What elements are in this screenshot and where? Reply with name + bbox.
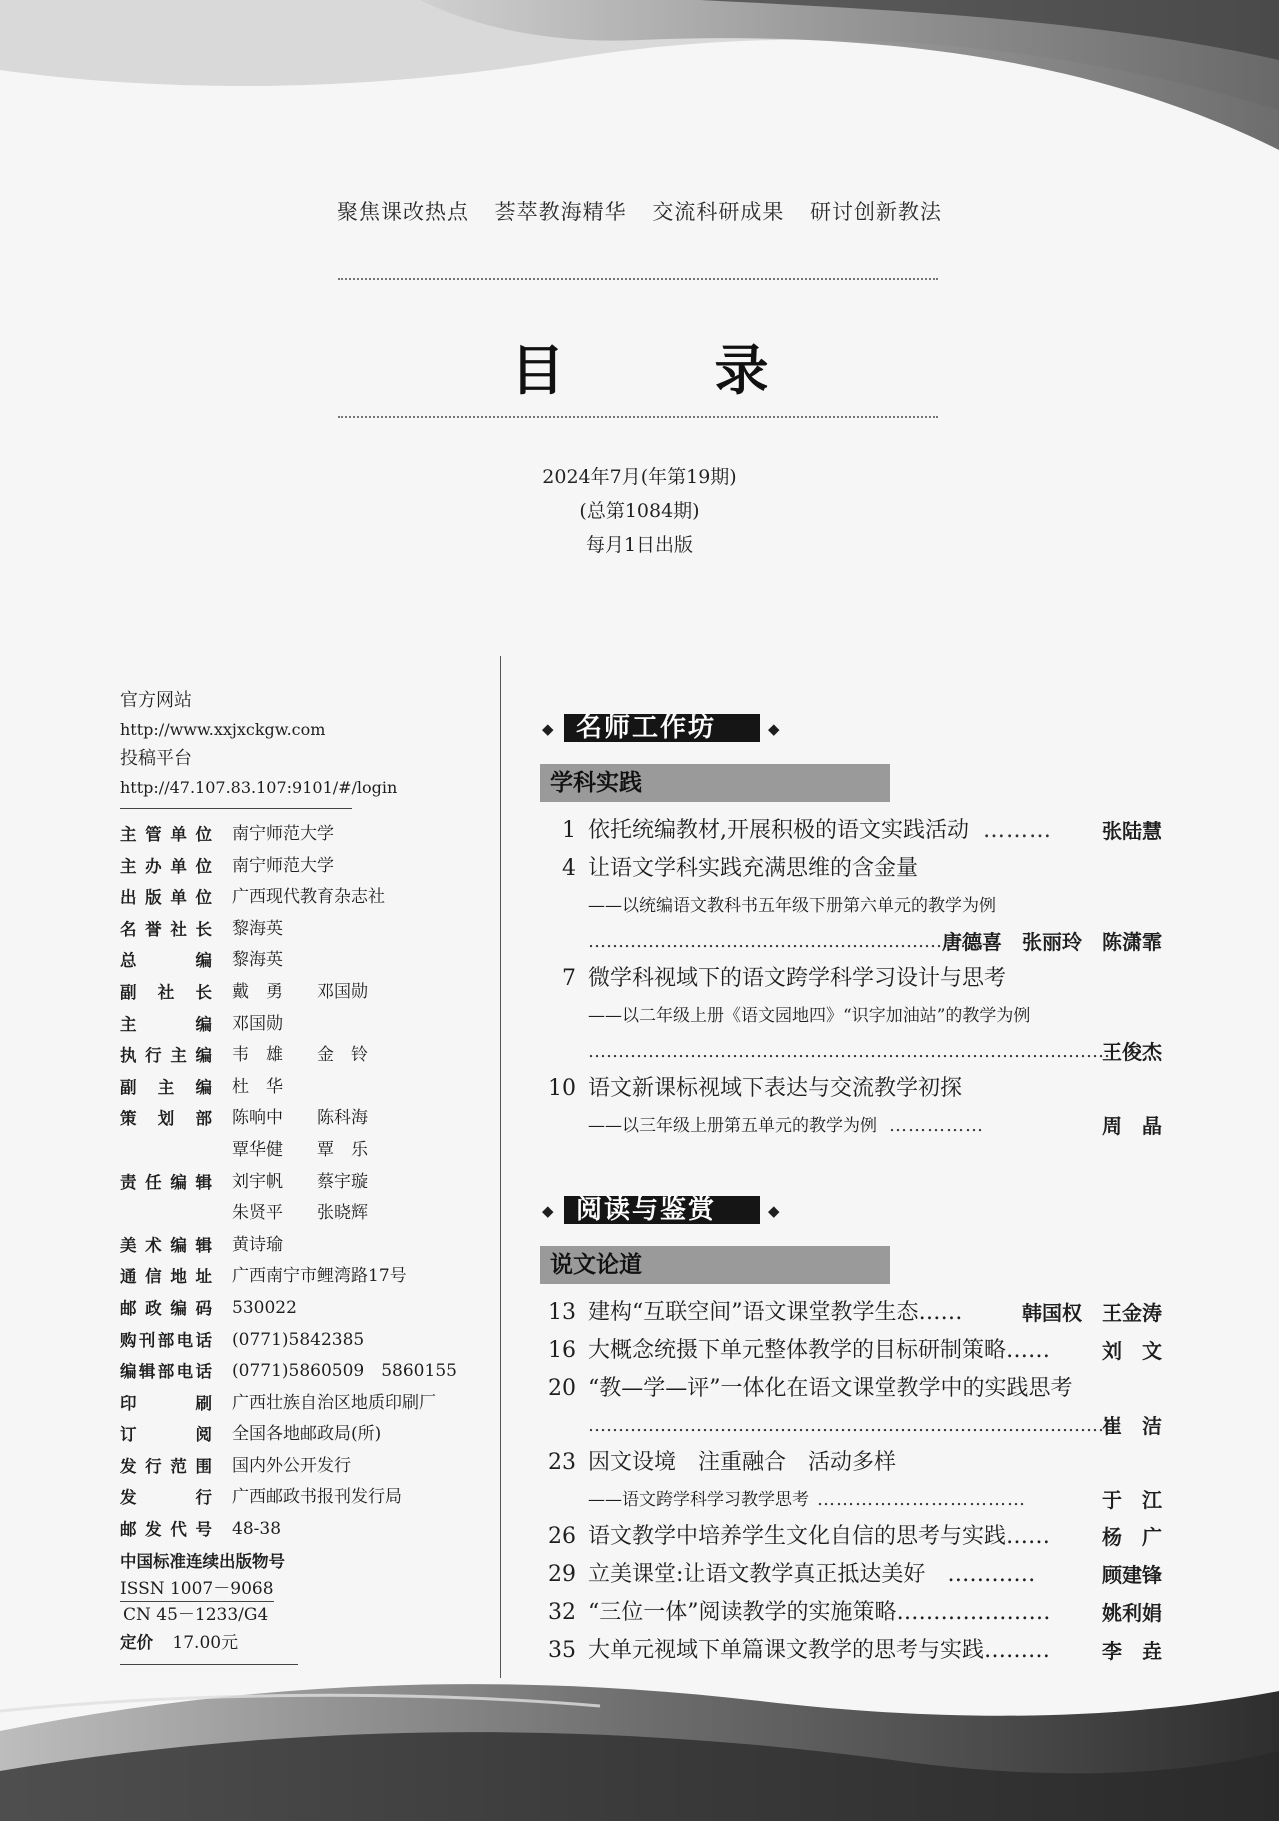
- staff-row: [120, 1040, 460, 1072]
- staff-row: [120, 1009, 460, 1041]
- article-title: 让语文学科实践充满思维的含金量: [588, 856, 919, 881]
- staff-row: [120, 1198, 460, 1230]
- submission-url[interactable]: http://47.107.83.107:9101/#/login: [120, 778, 398, 797]
- page-number: 20: [548, 1376, 576, 1401]
- price: [120, 1628, 460, 1658]
- staff-label: 主编: [120, 1014, 212, 1034]
- slogan-3: 交流科研成果: [652, 200, 785, 224]
- article-author: 唐德喜 张丽玲 陈潇霏: [942, 930, 1162, 954]
- staff-value: 48-38: [232, 1519, 282, 1540]
- staff-value: 530022: [232, 1297, 297, 1318]
- divider-bottom: [338, 416, 938, 418]
- article-author: 顾建锋: [1102, 1563, 1162, 1587]
- article-subtitle: ——以三年级上册第五单元的教学为例 ……………: [588, 1115, 984, 1136]
- leader-dots: ……………………………………………………………………………: [588, 1041, 1110, 1062]
- staff-label: 名誉社长: [120, 919, 212, 939]
- staff-value: 戴 勇 邓国勋: [232, 981, 368, 1002]
- page-number: 4: [562, 856, 576, 881]
- masthead: [120, 686, 460, 1665]
- diamond-icon: ◆: [768, 1202, 780, 1220]
- staff-value: 广西邮政书报刊发行局: [232, 1487, 402, 1508]
- staff-value: 南宁师范大学: [232, 855, 334, 876]
- price-value: 17.00元: [172, 1632, 239, 1653]
- staff-value: 国内外公开发行: [232, 1455, 351, 1476]
- toc-entry[interactable]: [540, 1518, 1162, 1556]
- article-author: 杨 广: [1102, 1525, 1162, 1549]
- article-title: 大概念统摄下单元整体教学的目标研制策略……: [588, 1338, 1051, 1363]
- article-author: 刘 文: [1102, 1339, 1162, 1363]
- staff-row: [120, 1356, 460, 1388]
- column-divider: [500, 656, 501, 1678]
- staff-row: [120, 1261, 460, 1293]
- staff-label: [120, 1135, 212, 1167]
- masthead-end-line: [120, 1664, 298, 1665]
- staff-value: 黎海英: [232, 918, 283, 939]
- article-author: 姚利娟: [1102, 1601, 1162, 1625]
- diamond-icon: ◆: [542, 1202, 554, 1220]
- article-subtitle-row: [540, 1482, 1162, 1518]
- staff-row: [120, 1482, 460, 1514]
- article-author: 周 晶: [1102, 1114, 1162, 1138]
- staff-row: [120, 914, 460, 946]
- toc-entry[interactable]: [540, 850, 1162, 888]
- page-number: 7: [562, 966, 576, 991]
- staff-label: 策划部: [120, 1109, 212, 1129]
- page-number: 1: [562, 818, 576, 843]
- website-url[interactable]: http://www.xxjxckgw.com: [120, 720, 326, 739]
- page-number: 10: [548, 1076, 576, 1101]
- slogan-2: 荟萃教海精华: [494, 200, 627, 224]
- staff-row: [120, 1388, 460, 1420]
- staff-row: [120, 945, 460, 977]
- issue-date: 2024年7月(年第19期): [542, 466, 737, 488]
- staff-value: 陈响中 陈科海: [232, 1108, 368, 1129]
- divider-top: [338, 278, 938, 280]
- publish-frequency: 每月1日出版: [585, 534, 694, 556]
- article-author: 王俊杰: [1102, 1040, 1162, 1064]
- staff-label: 总编: [120, 951, 212, 971]
- staff-label: 购刊部电话: [120, 1330, 212, 1350]
- article-title: 语文教学中培养学生文化自信的思考与实践……: [588, 1524, 1051, 1549]
- section-title: 阅读与鉴赏: [564, 1196, 760, 1224]
- article-subtitle: ——以二年级上册《语文园地四》“识字加油站”的教学为例: [588, 1006, 1031, 1026]
- staff-value: 全国各地邮政局(所): [232, 1424, 382, 1445]
- author-row: [540, 1034, 1162, 1070]
- article-subtitle-row: [540, 1108, 1162, 1144]
- website-label: 官方网站: [120, 690, 192, 711]
- section-header: [540, 1192, 1162, 1232]
- page-number: 32: [548, 1600, 576, 1625]
- price-label: 定价: [120, 1632, 153, 1652]
- staff-label: 主管单位: [120, 825, 212, 844]
- article-title: 微学科视域下的语文跨学科学习设计与思考: [588, 966, 1007, 991]
- article-title: 依托统编教材,开展积极的语文实践活动 ………: [588, 818, 1052, 843]
- staff-row: [120, 1167, 460, 1199]
- staff-row: [120, 1325, 460, 1357]
- diamond-icon: ◆: [768, 720, 780, 738]
- staff-label: 邮发代号: [120, 1520, 212, 1540]
- article-title: 语文新课标视域下表达与交流教学初探: [588, 1076, 963, 1101]
- masthead-divider: [120, 808, 352, 809]
- page-number: 13: [548, 1300, 576, 1325]
- staff-value: 广西现代教育杂志社: [232, 887, 385, 908]
- author-row: [540, 924, 1162, 960]
- toc-entry[interactable]: [540, 812, 1162, 850]
- toc-entry[interactable]: [540, 1444, 1162, 1482]
- decorative-top-wave: [0, 0, 1279, 170]
- issue-total: (总第1084期): [579, 500, 700, 522]
- page-number: 23: [548, 1450, 576, 1475]
- staff-row: [120, 1419, 460, 1451]
- staff-row: [120, 1135, 460, 1167]
- staff-row: [120, 1293, 460, 1325]
- article-title: 立美课堂:让语文教学真正抵达美好 …………: [588, 1562, 1036, 1587]
- staff-row: [120, 1103, 460, 1135]
- staff-value: 广西南宁市鲤湾路17号: [232, 1266, 407, 1287]
- page-number: 16: [548, 1338, 576, 1363]
- toc-entry[interactable]: [540, 1070, 1162, 1108]
- staff-value: 南宁师范大学: [232, 824, 334, 844]
- staff-value: 韦 雄 金 铃: [232, 1045, 368, 1066]
- toc-entry[interactable]: [540, 1332, 1162, 1370]
- article-author: 张陆慧: [1102, 819, 1162, 843]
- article-subtitle-row: [540, 888, 1162, 924]
- staff-label: 编辑部电话: [120, 1362, 212, 1382]
- article-author: 韩国权 王金涛: [1022, 1301, 1162, 1325]
- staff-label: 美术编辑: [120, 1235, 212, 1255]
- staff-value: 杜 华: [232, 1076, 283, 1097]
- page-number: 35: [548, 1638, 576, 1663]
- page-title: 目 录: [510, 339, 817, 402]
- submission-label: 投稿平台: [120, 748, 192, 769]
- issn: ISSN 1007－9068: [120, 1577, 274, 1602]
- diamond-icon: ◆: [542, 720, 554, 738]
- staff-label: 发行: [120, 1488, 212, 1508]
- staff-value: 黄诗瑜: [232, 1234, 283, 1255]
- staff-label: 副主编: [120, 1077, 212, 1097]
- staff-row: [120, 882, 460, 914]
- staff-label: 主办单位: [120, 856, 212, 876]
- article-title: “三位一体”阅读教学的实施策略…………………: [588, 1600, 1051, 1625]
- leader-dots: …………………………………………………………: [588, 931, 984, 952]
- staff-label: 出版单位: [120, 888, 212, 908]
- article-subtitle-row: [540, 998, 1162, 1034]
- toc-entry[interactable]: [540, 1556, 1162, 1594]
- article-title: 大单元视域下单篇课文教学的思考与实践………: [588, 1638, 1051, 1663]
- staff-label: 邮政编码: [120, 1298, 212, 1318]
- section-yuedu: [540, 1192, 1162, 1670]
- author-row: [540, 1408, 1162, 1444]
- section-title: 名师工作坊: [564, 714, 760, 742]
- article-title: 建构“互联空间”语文课堂教学生态……: [588, 1300, 963, 1325]
- article-author: 于 江: [1102, 1488, 1162, 1512]
- toc-entry[interactable]: [540, 1594, 1162, 1632]
- article-subtitle: ——语文跨学科学习教学思考 ……………………………: [588, 1489, 1026, 1510]
- staff-row: [120, 1072, 460, 1104]
- section-header: [540, 710, 1162, 750]
- staff-value: 朱贤平 张晓辉: [232, 1203, 368, 1224]
- staff-value: 邓国勋: [232, 1013, 283, 1034]
- cn-number: CN 45－1233/G4: [123, 1604, 269, 1625]
- staff-label: 订阅: [120, 1425, 212, 1445]
- slogan-4: 研讨创新教法: [810, 200, 943, 224]
- toc-entry[interactable]: [540, 960, 1162, 998]
- std-number-label: 中国标准连续出版物号: [120, 1551, 285, 1571]
- slogan-1: 聚焦课改热点: [336, 200, 469, 224]
- staff-label: 通信地址: [120, 1267, 212, 1287]
- staff-value: 覃华健 覃 乐: [232, 1139, 368, 1160]
- slogan-line: [0, 196, 1279, 226]
- staff-label: 发行范围: [120, 1456, 212, 1476]
- page-number: 29: [548, 1562, 576, 1587]
- staff-row: [120, 819, 460, 851]
- staff-row: [120, 977, 460, 1009]
- staff-label: 印刷: [120, 1393, 212, 1413]
- staff-label: 副社长: [120, 982, 212, 1002]
- subsection-title: 说文论道: [540, 1246, 890, 1284]
- decorative-bottom-wave: [0, 1651, 1279, 1821]
- staff-label: 执行主编: [120, 1046, 212, 1066]
- staff-list: [120, 819, 460, 1546]
- article-title: “教—学—评”一体化在语文课堂教学中的实践思考: [588, 1376, 1073, 1401]
- toc-entry[interactable]: [540, 1370, 1162, 1408]
- section-mingshi: [540, 710, 1162, 1144]
- staff-row: [120, 1514, 460, 1546]
- staff-value: 黎海英: [232, 950, 283, 971]
- article-subtitle: ——以统编语文教科书五年级下册第六单元的教学为例: [588, 896, 996, 916]
- toc-entry[interactable]: [540, 1632, 1162, 1670]
- staff-value: 刘宇帆 蔡宇璇: [232, 1171, 368, 1192]
- toc-entry[interactable]: [540, 1294, 1162, 1332]
- page-number: 26: [548, 1524, 576, 1549]
- subsection-title: 学科实践: [540, 764, 890, 802]
- staff-row: [120, 1451, 460, 1483]
- staff-label: 责任编辑: [120, 1172, 212, 1192]
- article-title: 因文设境 注重融合 活动多样: [588, 1450, 897, 1475]
- staff-value: (0771)5842385: [232, 1329, 365, 1350]
- article-author: 崔 洁: [1102, 1414, 1162, 1438]
- staff-label: [120, 1198, 212, 1230]
- leader-dots: ……………………………………………………………………………: [588, 1415, 1110, 1436]
- article-author: 李 垚: [1102, 1639, 1162, 1663]
- staff-row: [120, 851, 460, 883]
- staff-row: [120, 1230, 460, 1262]
- staff-value: 广西壮族自治区地质印刷厂: [232, 1392, 436, 1413]
- staff-value: (0771)5860509 5860155: [232, 1361, 457, 1382]
